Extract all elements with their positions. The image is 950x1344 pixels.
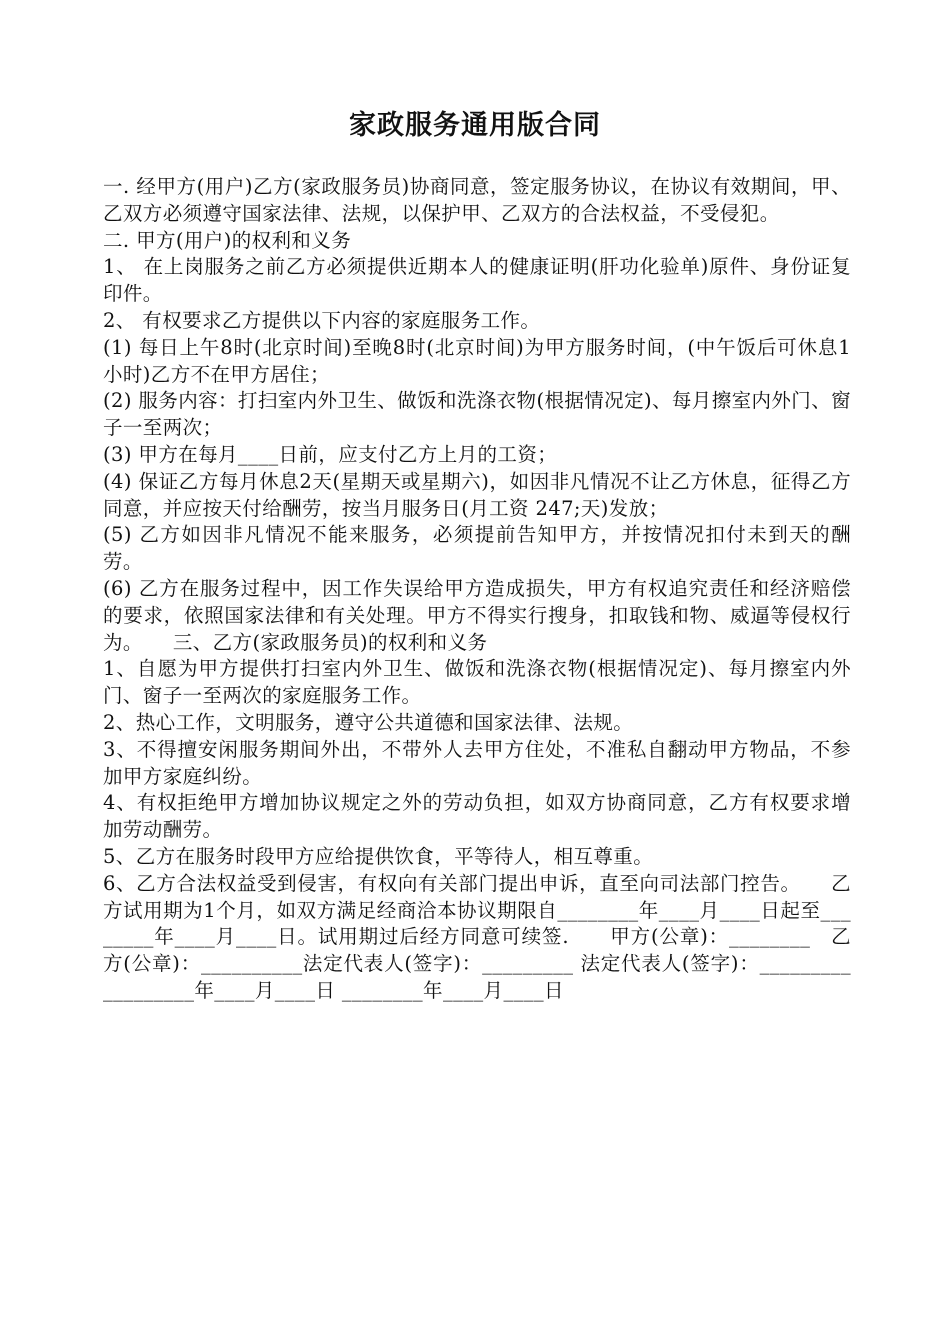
- clause-2: 2、 有权要求乙方提供以下内容的家庭服务工作。: [103, 308, 541, 332]
- sub-clause-2: (2) 服务内容：打扫室内外卫生、做饭和洗涤衣物(根据情况定)、每月擦室内外门、窗子一至两次；: [103, 389, 851, 440]
- party-b-clause-6-and-signatures: 6、乙方合法权益受到侵害，有权向有关部门提出申诉，直至向司法部门控告。 乙方试用期为1个月，如双方满足经商洽本协议期限自________年____月____日起至________年____月____日。试用期过后经方同意可续签. 甲方(公章)：________ 乙方(公章)：__________法定代表人(签字)：_________ 法定代表人(签字)：_________ _________年____月____日 ________年____月____日: [103, 871, 898, 1002]
- party-b-clause-5: 5、乙方在服务时段甲方应给提供饮食，平等待人，相互尊重。: [103, 844, 654, 868]
- sub-clause-5: (5) 乙方如因非凡情况不能来服务，必须提前告知甲方，并按情况扣付未到天的酬劳。: [103, 523, 851, 574]
- document-title: 家政服务通用版合同: [349, 110, 601, 141]
- party-b-clause-1: 1、自愿为甲方提供打扫室内外卫生、做饭和洗涤衣物(根据情况定)、每月擦室内外门、窗子一至两次的家庭服务工作。: [103, 657, 851, 708]
- party-b-clause-3: 3、不得擅安闲服务期间外出，不带外人去甲方住处，不准私自翻动甲方物品，不参加甲方家庭纠纷。: [103, 737, 851, 788]
- party-b-clause-4: 4、有权拒绝甲方增加协议规定之外的劳动负担，如双方协商同意，乙方有权要求增加劳动酬劳。: [103, 791, 851, 842]
- document-body: [103, 174, 898, 1005]
- sub-clause-1: (1) 每日上午8时(北京时间)至晚8时(北京时间)为甲方服务时间，(中午饭后可休息1小时)乙方不在甲方居住；: [103, 335, 851, 386]
- sub-clause-3: (3) 甲方在每月____日前，应支付乙方上月的工资；: [103, 442, 558, 466]
- party-b-clause-2: 2、热心工作，文明服务，遵守公共道德和国家法律、法规。: [103, 710, 634, 734]
- intro-paragraph: 一. 经甲方(用户)乙方(家政服务员)协商同意，签定服务协议，在协议有效期间，甲、乙双方必须遵守国家法律、法规，以保护甲、乙双方的合法权益，不受侵犯。: [103, 175, 851, 225]
- sub-clause-4: (4) 保证乙方每月休息2天(星期天或星期六)，如因非凡情况不让乙方休息，征得乙方同意，并应按天付给酬劳，按当月服务日(月工资 247;天)发放；: [103, 469, 851, 520]
- sub-clause-6: (6) 乙方在服务过程中，因工作失误给甲方造成损失，甲方有权追究责任和经济赔偿的要求，依照国家法律和有关处理。甲方不得实行搜身，扣取钱和物、威逼等侵权行为。 三、乙方(家政服务员)的权利和义务: [103, 576, 851, 654]
- clause-1: 1、 在上岗服务之前乙方必须提供近期本人的健康证明(肝功化验单)原件、身份证复印件。: [103, 255, 851, 306]
- section-heading-party-a: 二. 甲方(用户)的权利和义务: [103, 228, 352, 252]
